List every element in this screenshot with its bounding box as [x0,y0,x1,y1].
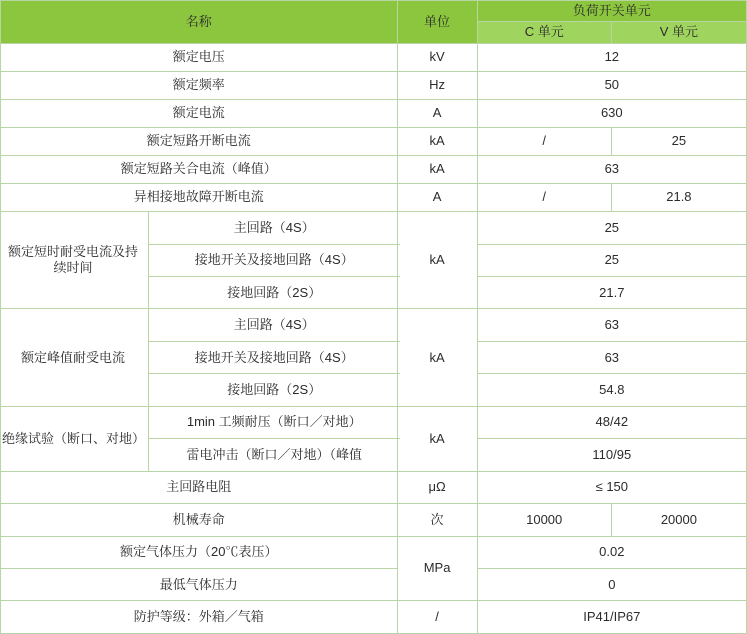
row-unit: A [397,184,477,212]
table-row [1,504,747,536]
row-value: 0.02 [477,536,746,568]
row-label: 额定气体压力（20℃表压） [1,536,398,568]
row-group-label [1,406,398,471]
row-value-v: 21.8 [611,184,746,212]
row-value: 630 [477,99,746,127]
row-group-label-text: 额定短时耐受电流及持续时间 [7,244,138,276]
table-row [1,155,747,183]
row-label: 最低气体压力 [1,568,398,600]
row-value-c: 10000 [477,504,611,536]
row-value: 21.7 [477,277,746,309]
row-label: 额定电流 [1,99,398,127]
row-value: 25 [477,244,746,276]
row-value: 25 [477,212,746,244]
row-unit: kV [397,43,477,71]
row-sub-label: 1min 工频耐压（断口／对地） [149,407,400,439]
table-row [1,568,747,600]
row-value: 0 [477,568,746,600]
row-label: 异相接地故障开断电流 [1,184,398,212]
row-unit: 次 [397,504,477,536]
row-value-v: 20000 [611,504,746,536]
row-sub-label: 雷电冲击（断口／对地）（峰值 [186,446,363,462]
header-col-c: C 单元 [477,22,611,43]
row-unit: μΩ [397,471,477,503]
row-unit: kA [397,127,477,155]
header-col-v: V 单元 [611,22,746,43]
row-value: 12 [477,43,746,71]
row-label: 防护等级：外箱／气箱 [1,601,398,634]
row-sub-label: 接地回路（2S） [227,284,322,300]
header-name: 名称 [1,1,398,44]
row-unit: kA [397,155,477,183]
row-unit: MPa [397,536,477,601]
table-row [1,99,747,127]
row-value-c: / [477,184,611,212]
row-value: IP41/IP67 [477,601,746,634]
row-unit: A [397,99,477,127]
table-row [1,406,747,438]
row-value: ≤ 150 [477,471,746,503]
header-group: 负荷开关单元 [477,1,746,22]
row-value: 63 [477,309,746,341]
row-sub-label: 接地开关及接地回路（4S） [149,342,400,374]
row-value: 54.8 [477,374,746,406]
table-header [1,1,747,44]
header-unit: 单位 [397,1,477,44]
row-unit: Hz [397,71,477,99]
row-label: 机械寿命 [1,504,398,536]
row-value: 48/42 [477,406,746,438]
table-row [1,71,747,99]
row-value-c: / [477,127,611,155]
row-label: 额定短路开断电流 [1,127,398,155]
table-row [1,184,747,212]
row-value: 50 [477,71,746,99]
row-label: 额定频率 [1,71,398,99]
row-label: 额定短路关合电流（峰值） [1,155,398,183]
table-row [1,43,747,71]
row-sub-label: 主回路（4S） [149,309,400,341]
row-unit: kA [397,212,477,309]
table-row [1,471,747,503]
table-row [1,601,747,634]
row-value: 63 [477,155,746,183]
row-sub-label: 接地回路（2S） [227,381,322,397]
row-label: 额定电压 [1,43,398,71]
row-unit: kA [397,406,477,471]
row-label: 主回路电阻 [1,471,398,503]
table-row [1,309,747,341]
row-unit: kA [397,309,477,406]
row-sub-label: 接地开关及接地回路（4S） [149,245,400,277]
row-value: 110/95 [477,439,746,471]
table-row [1,212,747,244]
row-group-label-text: 绝缘试验（断口、对地） [2,430,146,446]
row-value-v: 25 [611,127,746,155]
row-group-label [1,212,398,309]
row-value: 63 [477,341,746,373]
table-body [1,43,747,634]
row-group-label-text: 额定峰值耐受电流 [20,349,125,365]
row-unit: / [397,601,477,634]
row-sub-label: 主回路（4S） [149,212,400,244]
row-group-label [1,309,398,406]
table-row [1,536,747,568]
table-row [1,127,747,155]
header-row-main [1,1,747,22]
